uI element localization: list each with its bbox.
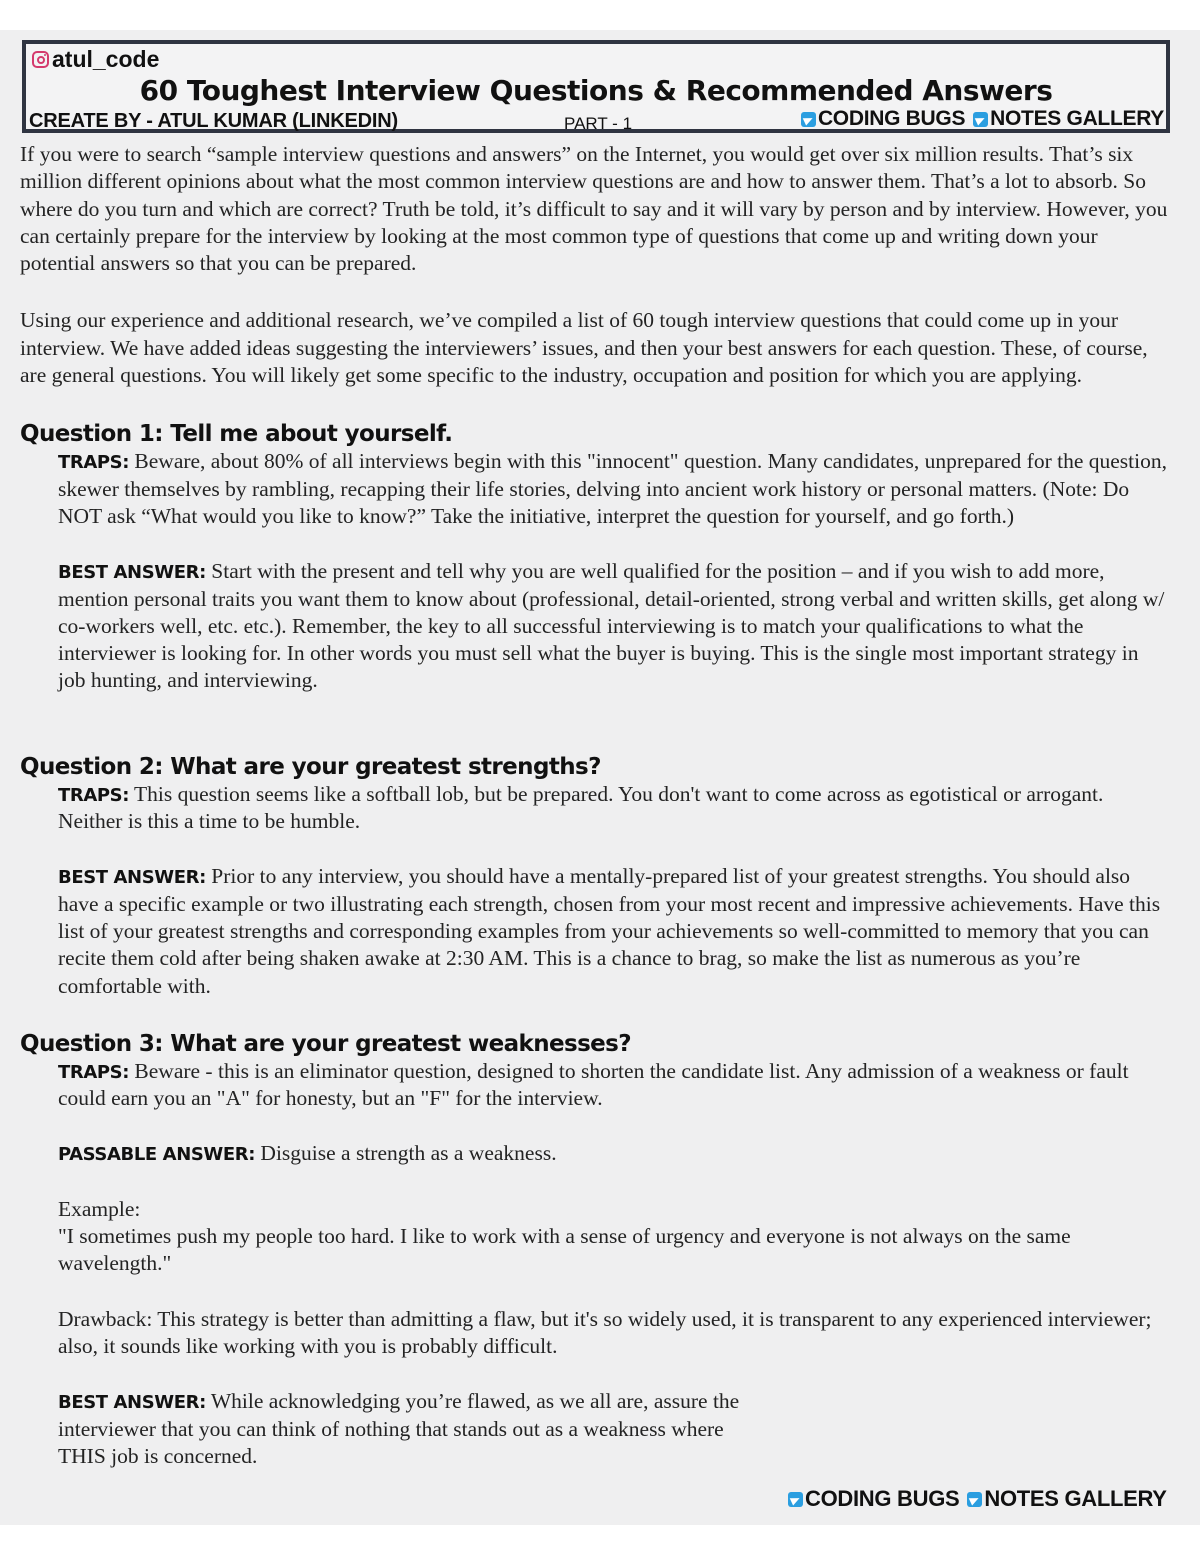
best-answer-text: Start with the present and tell why you are well qualified for the position – and if you wish to add more, mention personal traits you want them to know about (professional, detail-oriented, strong verbal and written skills, get along w/ co-workers well, etc. etc.). Remember, the key to all successful interviewing is to match your qualifications to what the interviewer is looking for. In other words you must sell what the buyer is buying. This is the single most important strategy in job hunting, and interviewing. (58, 559, 1165, 693)
intro-paragraph-1: If you were to search “sample interview questions and answers” on the Internet, you would get over six million results. That’s six million different opinions about what the most common interview questions are and how to answer them. That’s a lot to absorb. So where do you turn and which are correct? Truth be told, it’s difficult to say and it will vary by person and by interview. However, you can certainly prepare for the interview by looking at the most common type of questions that come up and writing down your potential answers so that you can be prepared. (20, 142, 1168, 276)
creator-credit: CREATE BY - ATUL KUMAR (LINKEDIN) (29, 110, 398, 132)
part-label: PART - 1 (564, 114, 633, 133)
telegram-icon (801, 112, 816, 127)
traps-label: TRAPS: (58, 452, 130, 474)
telegram-icon (973, 112, 988, 127)
passable-answer-text: Disguise a strength as a weakness. (255, 1141, 557, 1166)
question-3-traps (20, 1058, 1170, 1113)
handle-text: atul_code (52, 46, 160, 72)
best-answer-label: BEST ANSWER: (58, 1392, 206, 1414)
footer-brand-coding-bugs[interactable]: CODING BUGS (805, 1486, 960, 1511)
header-banner (22, 40, 1170, 133)
example-label: Example: (58, 1196, 141, 1221)
brand-coding-bugs[interactable]: CODING BUGS (817, 107, 966, 130)
traps-label: TRAPS: (58, 784, 130, 806)
telegram-icon (967, 1492, 982, 1507)
question-1-traps (20, 448, 1170, 530)
intro-paragraph-2: Using our experience and additional research, we’ve compiled a list of 60 tough interview questions that could come up in your interview. We have added ideas suggesting the interviewers’ issues, and then your best answers for each question. These, of course, are general questions. You will likely get some specific to the industry, occupation and position for which you are applying. (20, 308, 1148, 388)
drawback-text: Drawback: This strategy is better than admitting a flaw, but it's so widely used, it is transparent to any experienced interviewer; also, it sounds like working with you is probably difficult. (58, 1306, 1152, 1358)
telegram-icon (788, 1492, 803, 1507)
header-brands (801, 107, 1164, 131)
question-1-best-answer (20, 558, 1170, 694)
traps-text: This question seems like a softball lob, but be prepared. You don't want to come across as egotistical or arrogant. Neither is this a time to be humble. (58, 781, 1104, 834)
footer-brand-notes-gallery[interactable]: NOTES GALLERY (984, 1486, 1167, 1511)
document-title: 60 Toughest Interview Questions & Recommended Answers (139, 74, 1053, 107)
traps-text: Beware, about 80% of all interviews begin with this "innocent" question. Many candidates, unprepared for the question, skewer themselves by rambling, recapping their life stories, delving into ancient work history or personal matters. (Note: Do NOT ask “What would you like to know?” Take the initiative, interpret the question for yourself, and go forth.) (58, 449, 1167, 528)
question-3-heading: Question 3: What are your greatest weaknesses? (20, 1030, 631, 1057)
question-2-heading: Question 2: What are your greatest strengths? (20, 753, 601, 780)
question-1-heading: Question 1: Tell me about yourself. (20, 421, 453, 448)
traps-text: Beware - this is an eliminator question, designed to shorten the candidate list. Any admission of a weakness or fault could earn you an "A" for honesty, but an "F" for the interview. (58, 1058, 1129, 1111)
instagram-handle[interactable] (32, 46, 159, 73)
brand-notes-gallery[interactable]: NOTES GALLERY (990, 107, 1164, 130)
example-quote: "I sometimes push my people too hard. I like to work with a sense of urgency and everyone is not always on the same wavelength." (58, 1224, 1071, 1276)
question-2-traps (20, 781, 1170, 836)
traps-label: TRAPS: (58, 1061, 130, 1083)
best-answer-text: Prior to any interview, you should have a mentally-prepared list of your greatest strengths. You should also have a specific example or two illustrating each strength, chosen from your most recent and impressive achievements. Have this list of your greatest strengths and corresponding examples from your achievements so well-committed to memory that you can recite them cold after being shaken awake at 2:30 AM. This is a chance to brag, so make the list as numerous as you’re comfortable with. (58, 864, 1161, 998)
best-answer-text: While acknowledging you’re flawed, as we all are, assure the interviewer that you can think of nothing that stands out as a weakness where THIS job is concerned. (58, 1389, 740, 1468)
footer-brands (788, 1486, 1167, 1512)
best-answer-label: BEST ANSWER: (58, 867, 206, 889)
question-2-best-answer (20, 863, 1170, 999)
document-body (20, 141, 1170, 1470)
passable-answer-label: PASSABLE ANSWER: (58, 1144, 256, 1166)
instagram-icon (32, 51, 49, 68)
question-3-best-answer (20, 1388, 758, 1470)
question-3-passable-answer (20, 1140, 1170, 1167)
best-answer-label: BEST ANSWER: (58, 562, 206, 584)
